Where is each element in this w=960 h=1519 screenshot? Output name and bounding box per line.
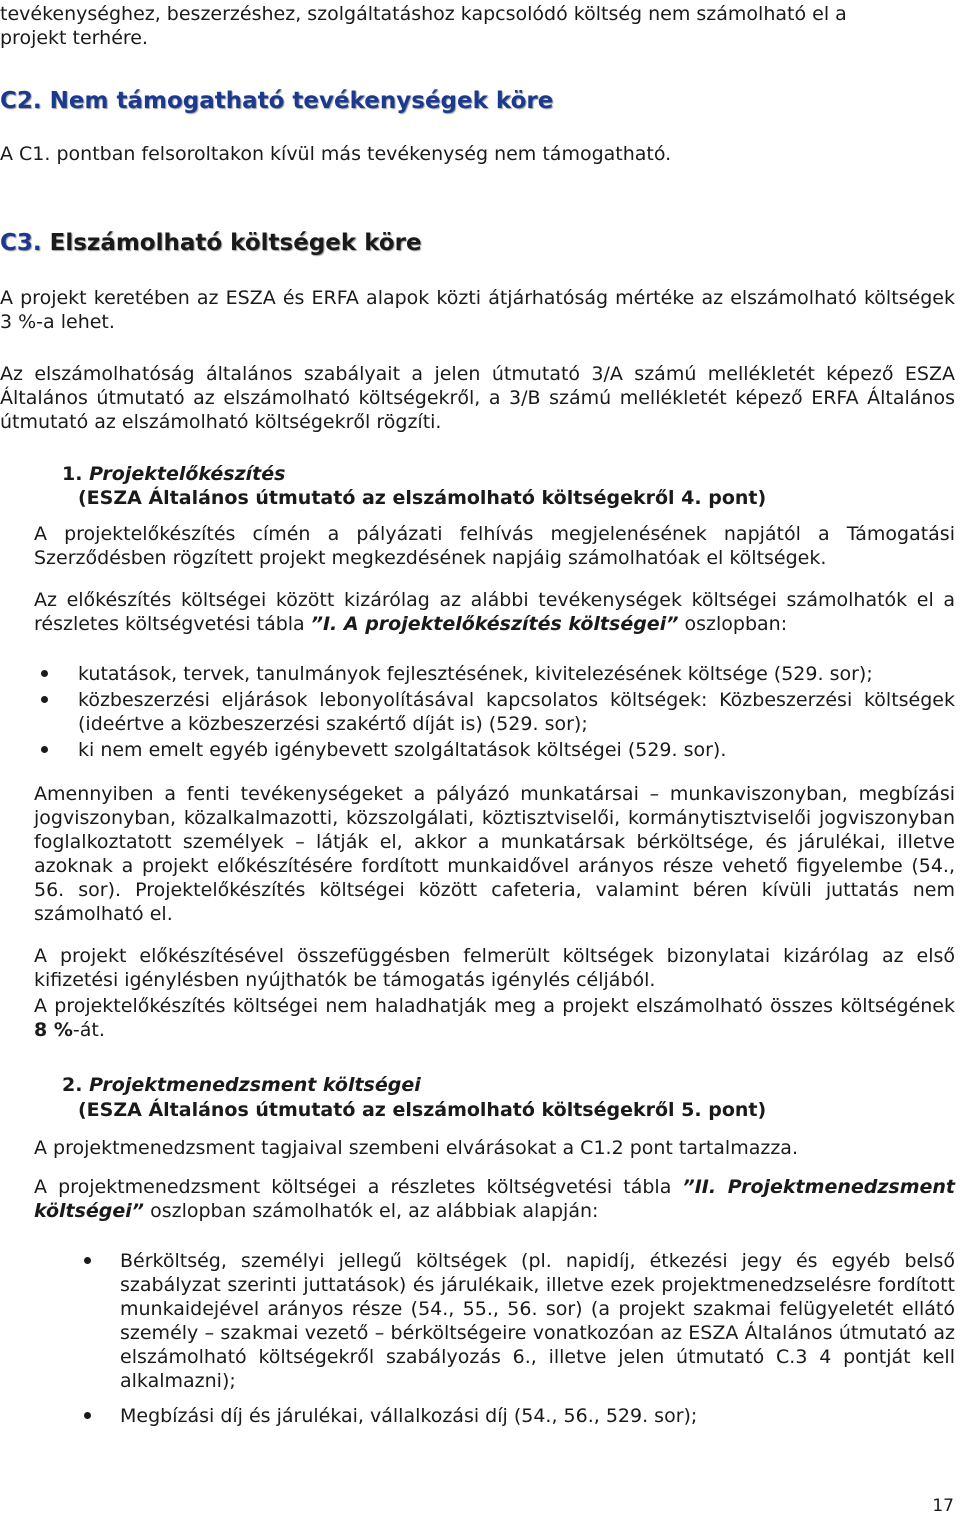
section-1-paragraph-3: Amennyiben a fenti tevékenységeket a pályázó munkatársai – munkaviszonyban, megbízási jogviszonyban, közalkalmazotti, közszolgálati, köztisztviselői, kormánytisztviselői jogviszonyban foglalkoztatott személyek – látják el, akkor a munkatársak bérköltsége, és járulékai, illetve azoknak a projekt előkészítésére fordított munkaidővel arányos része vehető figyelembe (54., 56. sor). Projektelőkészítés költségei között cafeteria, valamint béren kívüli juttatás nem számolható el. bbox=[34, 783, 955, 925]
section-1-bullet-2: közbeszerzési eljárások lebonyolításával kapcsolatos költségek: Közbeszerzési költségek (ideértve a közbeszerzési szakértő díját is) (529. sor); bbox=[78, 689, 955, 735]
section-2-paragraph-2-end: oszlopban számolhatók el, az alábbiak alapján: bbox=[144, 1200, 599, 1222]
section-1-bullet-3: ki nem emelt egyéb igénybevett szolgáltatások költségei (529. sor). bbox=[78, 739, 727, 761]
section-2-paragraph-2-text: A projektmenedzsment költségei a részletes költségvetési tábla bbox=[34, 1176, 683, 1198]
intro-line-1: tevékenységhez, beszerzéshez, szolgáltatáshoz kapcsolódó költség nem számolható el a bbox=[0, 3, 847, 25]
section-2-number: 2. bbox=[62, 1074, 83, 1096]
intro-paragraph bbox=[0, 2, 955, 50]
bullet-dot bbox=[41, 670, 48, 677]
section-2-heading bbox=[62, 1073, 421, 1097]
bullet-dot bbox=[84, 1257, 91, 1264]
section-2-paragraph-1: A projektmenedzsment tagjaival szembeni elvárásokat a C1.2 pont tartalmazza. bbox=[34, 1137, 798, 1159]
section-1-title: Projektelőkészítés bbox=[89, 463, 286, 485]
heading-c3-prefix: C3. bbox=[0, 230, 42, 256]
intro-line-2: projekt terhére. bbox=[0, 27, 149, 49]
section-1-heading bbox=[62, 462, 285, 486]
section-1-paragraph-4: A projekt előkészítésével összefüggésben felmerült költségek bizonylatai kizárólag az első kifizetési igénylésben nyújthatók be támogatás igénylés céljából. bbox=[34, 945, 955, 991]
section-1-number: 1. bbox=[62, 463, 83, 485]
c2-text: A C1. pontban felsoroltakon kívül más tevékenység nem támogatható. bbox=[0, 143, 672, 165]
section-2-column-name: ”II. Projektmenedzsment költségei” bbox=[34, 1176, 955, 1222]
bullet-dot bbox=[84, 1412, 91, 1419]
section-1-column-name: ”I. A projektelőkészítés költségei” bbox=[310, 613, 679, 635]
heading-c2-prefix: C2. bbox=[0, 88, 42, 114]
bullet-dot bbox=[41, 696, 48, 703]
section-2-bullet-1: Bérköltség, személyi jellegű költségek (pl. napidíj, étkezési jegy és egyéb belső szabályzat szerinti juttatások) és járulékaik, illetve ezek projektmenedzselésre fordított munkaidejével arányos része (54., 55., 56. sor) (a projekt szakmai felügyeletét ellátó személy – szakmai vezető – bérköltségeire vonatkozóan az ESZA Általános útmutató az elszámolható költségekről szabályozás 6., illetve jelen útmutató C.3 4 pontját kell alkalmazni); bbox=[120, 1250, 955, 1392]
heading-c2-title: Nem támogatható tevékenységek köre bbox=[49, 88, 554, 114]
section-1-paragraph-2 bbox=[34, 588, 955, 636]
section-1-bullet-1: kutatások, tervek, tanulmányok fejlesztésének, kivitelezésének költsége (529. sor); bbox=[78, 663, 873, 685]
heading-c3-title: Elszámolható költségek köre bbox=[49, 230, 422, 256]
section-1-paragraph-5-end: -át. bbox=[72, 1019, 105, 1041]
section-1-paragraph-1: A projektelőkészítés címén a pályázati felhívás megjelenésének napjától a Támogatási Szerződésben rögzített projekt megkezdésének napjáig számolhatóak el költségek. bbox=[34, 523, 955, 569]
section-2-bullet-2: Megbízási díj és járulékai, vállalkozási díj (54., 56., 529. sor); bbox=[120, 1405, 698, 1427]
section-1-paragraph-5-text: A projektelőkészítés költségei nem haladhatják meg a projekt elszámolható összes költségének bbox=[34, 995, 955, 1017]
section-2-paragraph-2 bbox=[34, 1175, 955, 1223]
section-1-paragraph-5 bbox=[34, 994, 955, 1042]
section-1-paragraph-2-text: Az előkészítés költségei között kizárólag az alábbi tevékenységek költségei számolhatók el a részletes költségvetési tábla bbox=[34, 589, 955, 635]
bullet-dot bbox=[41, 746, 48, 753]
heading-c2 bbox=[0, 88, 553, 114]
section-2-subtitle: (ESZA Általános útmutató az elszámolható költségekről 5. pont) bbox=[78, 1099, 767, 1121]
c3-paragraph-1: A projekt keretében az ESZA és ERFA alapok közti átjárhatóság mértéke az elszámolható költségek 3 %-a lehet. bbox=[0, 287, 955, 333]
c3-paragraph-2: Az elszámolhatóság általános szabályait a jelen útmutató 3/A számú mellékletét képező ESZA Általános útmutató az elszámolható költségekről, a 3/B számú mellékletét képező ERFA Általános útmutató az elszámolható költségekről rögzíti. bbox=[0, 363, 955, 433]
section-1-paragraph-2-end: oszlopban: bbox=[678, 613, 788, 635]
heading-c3 bbox=[0, 230, 422, 256]
section-2-title: Projektmenedzsment költségei bbox=[89, 1074, 421, 1096]
section-1-limit: 8 % bbox=[34, 1019, 73, 1041]
page-number: 17 bbox=[932, 1496, 954, 1516]
section-1-subtitle: (ESZA Általános útmutató az elszámolható költségekről 4. pont) bbox=[78, 487, 767, 509]
